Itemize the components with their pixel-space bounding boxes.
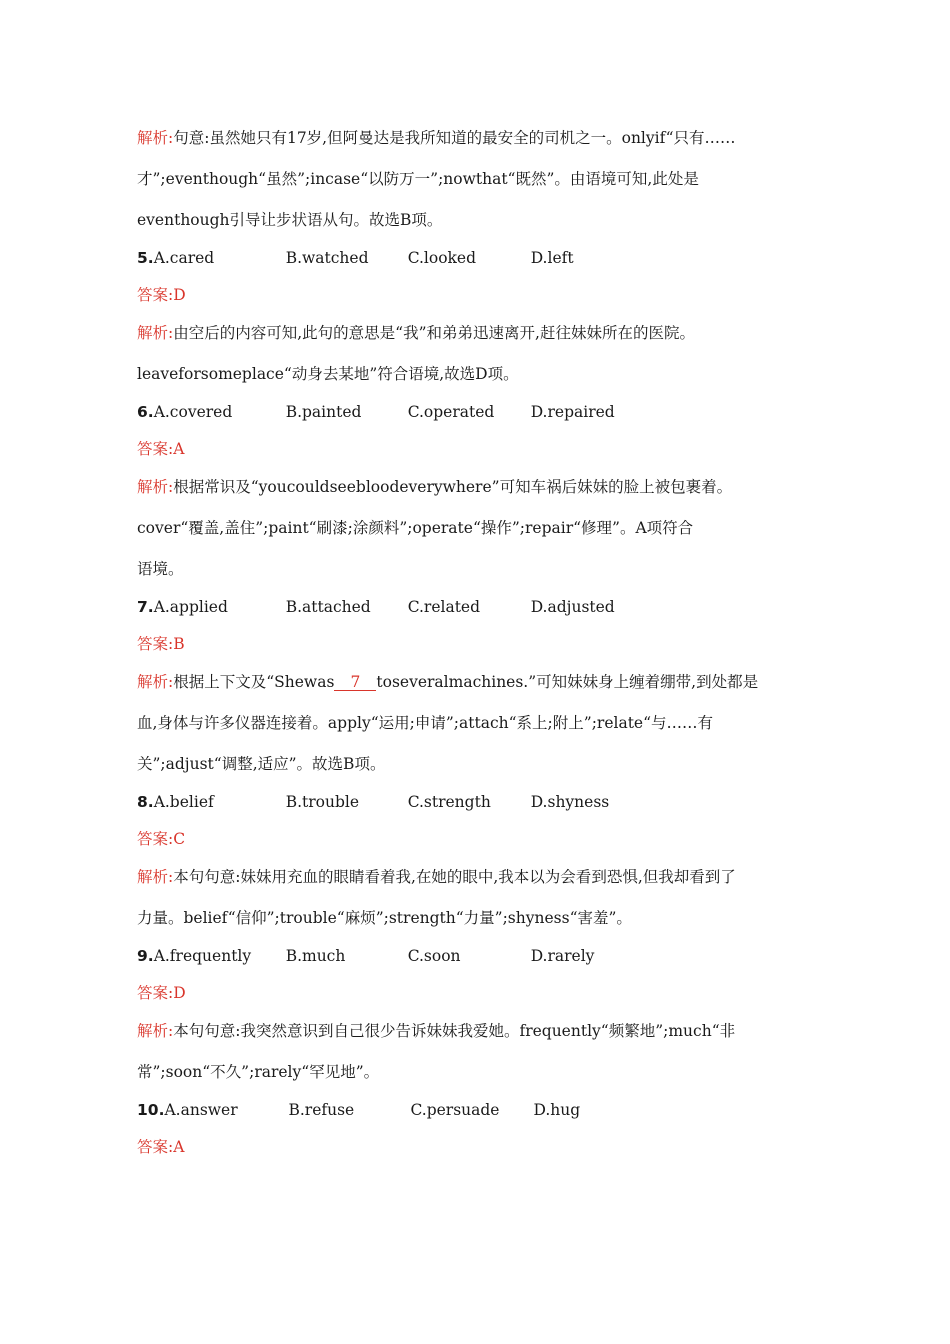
answer-line: [137, 284, 817, 306]
question-number: 5.: [137, 249, 154, 267]
question-number: 8.: [137, 793, 154, 811]
blank-number: 7: [334, 674, 376, 691]
analysis-label: 解析:: [137, 129, 174, 147]
answer-value: B: [173, 635, 185, 653]
option-c: C.strength: [407, 793, 491, 811]
answer-value: D: [173, 286, 186, 304]
question-number: 10.: [137, 1101, 165, 1119]
analysis-line: [137, 517, 817, 539]
analysis-text: 关”;adjust“调整,适应”。故选B项。: [137, 755, 386, 773]
analysis-line: [137, 712, 817, 734]
option-d: D.repaired: [530, 403, 615, 421]
analysis-label: 解析:: [137, 868, 174, 886]
option-a: A.applied: [153, 598, 228, 616]
answer-line: [137, 438, 817, 460]
analysis-text: 才”;eventhough“虽然”;incase“以防万一”;nowthat“既然”。由语境可知,此处是: [137, 170, 699, 188]
analysis-text: 本句句意:我突然意识到自己很少告诉妹妹我爱她。frequently“频繁地”;much“非: [173, 1022, 736, 1040]
question-options: [137, 401, 817, 423]
analysis-label: 解析:: [137, 1022, 174, 1040]
analysis-line: [137, 127, 817, 149]
option-c: C.operated: [407, 403, 495, 421]
question-options: [137, 1099, 817, 1121]
option-b: B.painted: [285, 403, 362, 421]
option-b: B.attached: [285, 598, 371, 616]
answer-line: [137, 1136, 817, 1158]
analysis-text: cover“覆盖,盖住”;paint“刷漆;涂颜料”;operate“操作”;repair“修理”。A项符合: [137, 519, 694, 537]
analysis-text: leaveforsomeplace“动身去某地”符合语境,故选D项。: [137, 365, 519, 383]
answer-line: [137, 828, 817, 850]
analysis-text: 力量。belief“信仰”;trouble“麻烦”;strength“力量”;shyness“害羞”。: [137, 909, 632, 927]
question-options: [137, 247, 817, 269]
analysis-line: [137, 1061, 817, 1083]
answer-value: C: [173, 830, 186, 848]
analysis-text: 根据常识及“youcouldseebloodeverywhere”可知车祸后妹妹的脸上被包裹着。: [173, 478, 733, 496]
analysis-line: [137, 558, 817, 580]
analysis-line: [137, 1020, 817, 1042]
option-d: D.shyness: [530, 793, 610, 811]
answer-label: 答案:: [137, 440, 174, 458]
option-a: A.frequently: [153, 947, 252, 965]
option-b: B.refuse: [288, 1101, 355, 1119]
option-b: B.much: [285, 947, 346, 965]
question-number: 6.: [137, 403, 154, 421]
analysis-text: 本句句意:妹妹用充血的眼睛看着我,在她的眼中,我本以为会看到恐惧,但我却看到了: [173, 868, 736, 886]
option-c: C.persuade: [410, 1101, 500, 1119]
option-c: C.soon: [407, 947, 461, 965]
analysis-text: 由空后的内容可知,此句的意思是“我”和弟弟迅速离开,赶往妹妹所在的医院。: [173, 324, 695, 342]
option-d: D.rarely: [530, 947, 595, 965]
analysis-line: [137, 209, 817, 231]
analysis-text: 根据上下文及“Shewas: [173, 673, 335, 691]
analysis-line: [137, 671, 817, 693]
analysis-line: [137, 866, 817, 888]
analysis-line: [137, 363, 817, 385]
answer-value: A: [173, 440, 185, 458]
option-c: C.related: [407, 598, 481, 616]
analysis-label: 解析:: [137, 478, 174, 496]
analysis-line: [137, 753, 817, 775]
analysis-text: 常”;soon“不久”;rarely“罕见地”。: [137, 1063, 380, 1081]
question-options: [137, 945, 817, 967]
analysis-line: [137, 168, 817, 190]
analysis-text: eventhough引导让步状语从句。故选B项。: [137, 211, 443, 229]
answer-label: 答案:: [137, 830, 174, 848]
answer-label: 答案:: [137, 286, 174, 304]
option-d: D.left: [530, 249, 574, 267]
analysis-line: [137, 476, 817, 498]
analysis-text: 血,身体与许多仪器连接着。apply“运用;申请”;attach“系上;附上”;relate“与……有: [137, 714, 714, 732]
option-a: A.covered: [153, 403, 233, 421]
question-options: [137, 791, 817, 813]
analysis-line: [137, 322, 817, 344]
option-d: D.hug: [533, 1101, 581, 1119]
option-b: B.watched: [285, 249, 369, 267]
option-b: B.trouble: [285, 793, 360, 811]
analysis-text: toseveralmachines.”可知妹妹身上缠着绷带,到处都是: [376, 673, 759, 691]
question-number: 9.: [137, 947, 154, 965]
option-a: A.answer: [164, 1101, 238, 1119]
analysis-text: 句意:虽然她只有17岁,但阿曼达是我所知道的最安全的司机之一。onlyif“只有……: [173, 129, 736, 147]
option-c: C.looked: [407, 249, 477, 267]
answer-label: 答案:: [137, 635, 174, 653]
answer-line: [137, 982, 817, 1004]
option-d: D.adjusted: [530, 598, 615, 616]
answer-value: A: [173, 1138, 185, 1156]
answer-label: 答案:: [137, 984, 174, 1002]
analysis-line: [137, 907, 817, 929]
answer-value: D: [173, 984, 186, 1002]
option-a: A.belief: [153, 793, 214, 811]
question-options: [137, 596, 817, 618]
analysis-text: 语境。: [137, 560, 184, 578]
analysis-label: 解析:: [137, 673, 174, 691]
answer-label: 答案:: [137, 1138, 174, 1156]
option-a: A.cared: [153, 249, 215, 267]
answer-line: [137, 633, 817, 655]
question-number: 7.: [137, 598, 154, 616]
analysis-label: 解析:: [137, 324, 174, 342]
